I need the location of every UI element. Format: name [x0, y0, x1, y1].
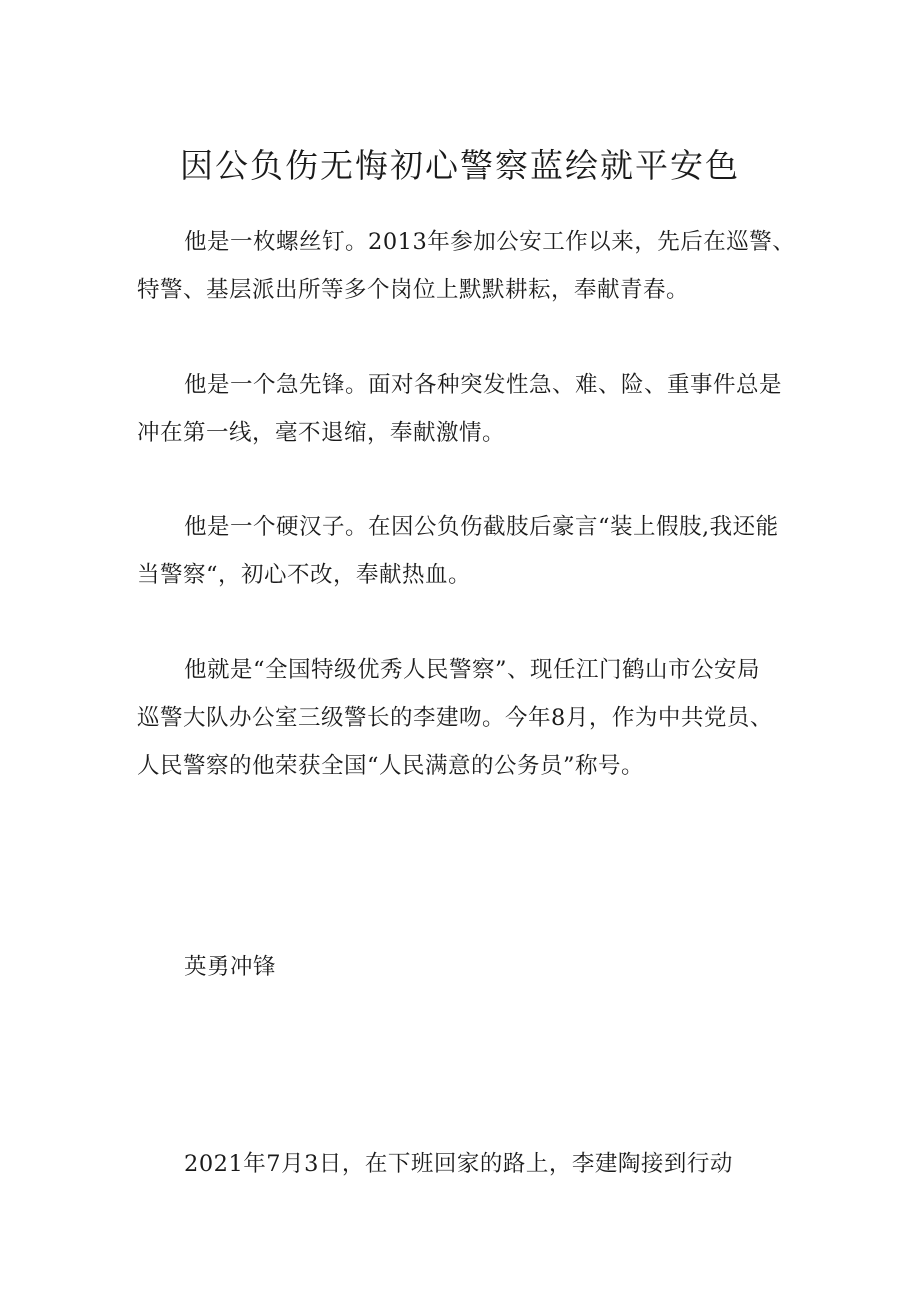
paragraph-tough-guy	[137, 503, 793, 599]
paragraph-line: 他是一个硬汉子。在因公负伤截肢后豪言“装上假肢,我还能	[184, 514, 779, 540]
paragraph-line: 他是一个急先锋。面对各种突发性急、难、险、重事件总是	[184, 372, 783, 398]
paragraph-vanguard	[137, 361, 793, 457]
paragraph-line: 冲在第一线，毫不退缩，奉献激情。	[137, 420, 506, 446]
paragraph-line: 当警察“，初心不改，奉献热血。	[137, 562, 472, 588]
section-heading	[137, 943, 793, 991]
paragraph-screw	[137, 218, 796, 314]
paragraph-line: 2021年7月3日，在下班回家的路上，李建陶接到行动	[184, 1151, 733, 1177]
paragraph-line: 他就是“全国特级优秀人民警察”、现任江门鹤山市公安局	[184, 657, 761, 683]
paragraph-line: 特警、基层派出所等多个岗位上默默耕耘，奉献青春。	[137, 277, 690, 303]
paragraph-identity	[137, 646, 793, 790]
closing-paragraph	[137, 1140, 793, 1188]
document-title: 因公负伤无悔初心警察蓝绘就平安色	[180, 146, 740, 185]
section-heading-text: 英勇冲锋	[184, 954, 277, 980]
paragraph-line: 他是一枚螺丝钉。2013年参加公安工作以来，先后在巡警、	[184, 229, 796, 255]
paragraph-line: 巡警大队办公室三级警长的李建吻。今年8月，作为中共党员、	[137, 705, 773, 731]
paragraph-line: 人民警察的他荣获全国“人民满意的公务员”称号。	[137, 753, 645, 779]
